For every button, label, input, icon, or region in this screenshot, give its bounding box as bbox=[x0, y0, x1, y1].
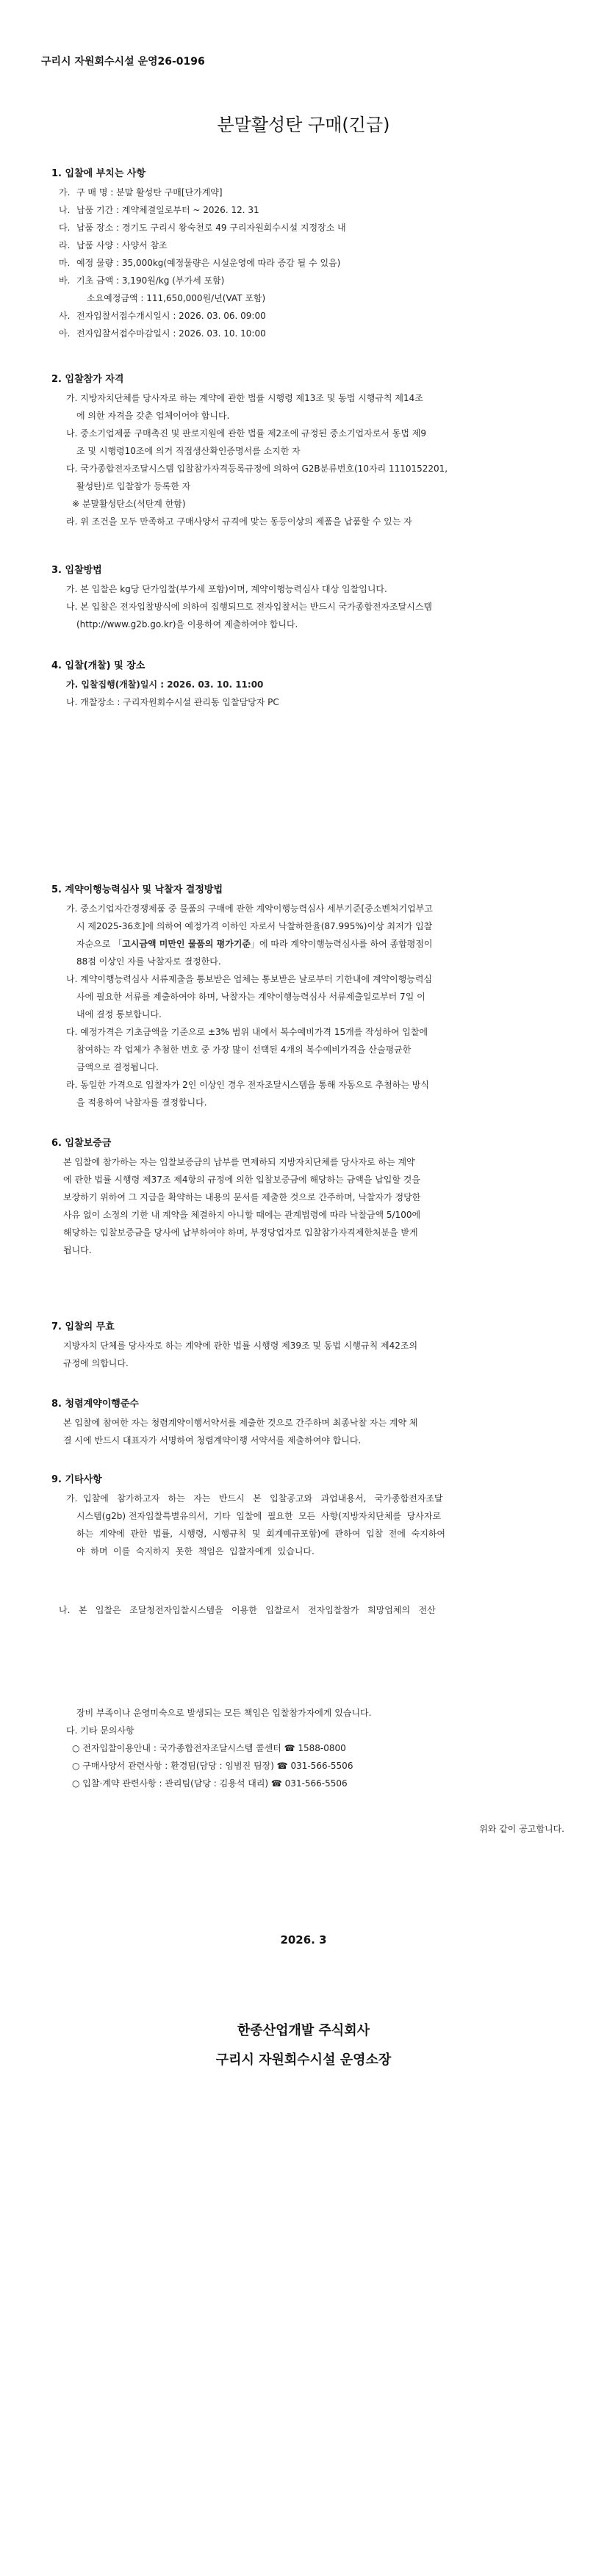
paragraph-line: 규정에 의합니다. bbox=[63, 1358, 129, 1368]
list-marker: 아. bbox=[59, 328, 71, 339]
list-item bbox=[51, 325, 558, 342]
paragraph-line: 사유 없이 소정의 기한 내 계약을 체결하지 아니할 때에는 관계법령에 따라 낙찰금액 5/100에 bbox=[63, 1210, 421, 1220]
list-item bbox=[51, 237, 558, 254]
section-heading: 1. 입찰에 부치는 사항 bbox=[51, 168, 146, 179]
list-marker: 가. bbox=[59, 187, 71, 198]
list-marker: 마. bbox=[59, 258, 71, 268]
list-text: 구 매 명 : 분말 활성탄 구매[단가계약] bbox=[76, 187, 223, 198]
section-8 bbox=[51, 1396, 558, 1449]
section-heading: 9. 기타사항 bbox=[51, 1474, 102, 1485]
text-span: 자순으로 「 bbox=[76, 939, 123, 949]
list-text: 납품 기간 : 계약체결일로부터 ~ 2026. 12. 31 bbox=[76, 205, 259, 215]
clause-na-cont: 장비 부족이나 운영미숙으로 발생되는 모든 책임은 입찰참가자에게 있습니다. bbox=[76, 1708, 372, 1718]
list-text: 납품 사양 : 사양서 참조 bbox=[76, 240, 168, 250]
list-item bbox=[51, 289, 558, 307]
section-1 bbox=[51, 165, 558, 342]
section-9 bbox=[51, 1471, 558, 1560]
text-span: 」에 따라 계약이행능력심사를 하여 종합평점이 bbox=[251, 939, 433, 949]
section-5 bbox=[51, 881, 558, 1111]
clause-da-cont: 참여하는 각 업체가 추첨한 번호 중 가장 많이 선택된 4개의 복수예비가격을 산술평균한 bbox=[76, 1045, 412, 1055]
paragraph-line: 보장하기 위하여 그 지급을 확약하는 내용의 문서를 제출한 것으로 간주하며, 낙찰자가 정당한 bbox=[63, 1192, 421, 1202]
clause-ga-cont: 시스템(g2b) 전자입찰특별유의서, 기타 입찰에 필요한 모든 사항(지방자치단체를 당사자로 bbox=[76, 1511, 442, 1521]
note-line: ※ 분말활성탄소(석탄계 한함) bbox=[72, 499, 186, 509]
notice-date: 2026. 3 bbox=[280, 1933, 327, 1947]
clause-ra-cont: 을 적용하여 낙찰자를 결정합니다. bbox=[76, 1097, 207, 1108]
clause-na-cont: 사에 필요한 서류를 제출하여야 하며, 낙찰자는 계약이행능력심사 서류제출일로부터 7일 이 bbox=[76, 992, 425, 1002]
section-heading: 2. 입찰참가 자격 bbox=[51, 374, 124, 385]
section-heading: 4. 입찰(개찰) 및 장소 bbox=[51, 660, 146, 671]
clause-ra: 라. 동일한 가격으로 입찰자가 2인 이상인 경우 전자조달시스템을 통해 자동으로 추첨하는 방식 bbox=[66, 1080, 429, 1090]
list-text: 기초 금액 : 3,190원/kg (부가세 포함) bbox=[76, 275, 225, 286]
section-2 bbox=[51, 371, 558, 530]
list-marker: 라. bbox=[59, 240, 71, 250]
paragraph-line: 해당하는 입찰보증금을 당사에 납부하여야 하며, 부정당업자로 입찰참가자격제한처분을 받게 bbox=[63, 1227, 418, 1238]
paragraph-line: 본 입찰에 참가하는 자는 입찰보증금의 납부를 면제하되 지방자치단체를 당사자로 하는 계약 bbox=[63, 1157, 415, 1167]
list-marker: 나. bbox=[59, 205, 71, 215]
list-text: 납품 장소 : 경기도 구리시 왕숙천로 49 구리자원회수시설 지정장소 내 bbox=[76, 223, 346, 233]
list-item bbox=[51, 184, 558, 201]
document-id: 구리시 자원회수시설 운영26-0196 bbox=[41, 56, 205, 68]
clause-ga: 가. 입찰에 참가하고자 하는 자는 반드시 본 입찰공고와 과업내용서, 국가종합전자조달 bbox=[66, 1493, 443, 1504]
clause-na-cont: (http://www.g2b.go.kr)을 이용하여 제출하여야 합니다. bbox=[76, 619, 298, 629]
clause-da-cont: 활성탄)로 입찰참가 등록한 자 bbox=[76, 481, 191, 491]
list-item bbox=[51, 254, 558, 272]
clause-na: 나. 계약이행능력심사 서류제출을 통보받은 업체는 통보받은 날로부터 기한내에 계약이행능력심 bbox=[66, 974, 433, 984]
list-item bbox=[51, 307, 558, 325]
paragraph-line: 본 입찰에 참여한 자는 청렴계약이행서약서를 제출한 것으로 간주하며 최종낙찰 자는 계약 체 bbox=[63, 1418, 418, 1428]
clause-ga: 가. 중소기업자간경쟁제품 중 물품의 구매에 관한 계약이행능력심사 세부기준[중소벤처기업부고 bbox=[66, 903, 433, 914]
evaluation-criteria-text: 고시금액 미만인 물품의 평가기준 bbox=[122, 939, 251, 949]
clause-na-cont: 조 및 시행령10조에 의거 직접생산확인증명서를 소지한 자 bbox=[76, 446, 301, 456]
list-marker: 다. bbox=[59, 223, 71, 233]
clause-na: 나. 본 입찰은 조달청전자입찰시스템을 이용한 입찰로서 전자입찰참가 희망업체의 전산 bbox=[59, 1605, 436, 1615]
list-text: 전자입찰서접수마감일시 : 2026. 03. 10. 10:00 bbox=[76, 328, 266, 339]
facility-manager: 구리시 자원회수시설 운영소장 bbox=[215, 2052, 392, 2068]
section-3 bbox=[51, 562, 558, 633]
clause-na: 나. 중소기업제품 구매촉진 및 판로지원에 관한 법률 제2조에 규정된 중소기업자로서 동법 제9 bbox=[66, 428, 426, 439]
section-6 bbox=[51, 1135, 558, 1259]
clause-ga-cont: 시 제2025-36호]에 의하여 예정가격 이하인 자로서 낙찰하한율(87.995%)이상 최저가 입찰 bbox=[76, 921, 433, 931]
list-item bbox=[51, 219, 558, 237]
clause-da: 다. 예정가격은 기초금액을 기준으로 ±3% 범위 내에서 복수예비가격 15개를 작성하여 입찰에 bbox=[66, 1027, 428, 1037]
clause-ga-cont: 에 의한 자격을 갖춘 업체이어야 합니다. bbox=[76, 411, 230, 421]
clause-da: 다. 국가종합전자조달시스템 입찰참가자격등록규정에 의하여 G2B분류번호(10자리 1110152201, bbox=[66, 463, 448, 474]
paragraph-line: 지방자치 단체를 당사자로 하는 계약에 관한 법률 시행령 제39조 및 동법 시행규칙 제42조의 bbox=[63, 1341, 418, 1351]
list-item bbox=[51, 272, 558, 289]
clause-ga-cont: 하는 계약에 관한 법률, 시행령, 시행규칙 및 회계예규포함)에 관하여 입찰 전에 숙지하여 bbox=[76, 1529, 445, 1539]
list-text: 예정 물량 : 35,000kg(예정물량은 시설운영에 따라 증감 될 수 있음) bbox=[76, 258, 341, 268]
contact-line: ○ 입찰·계약 관련사항 : 관리팀(담당 : 김용석 대리) ☎ 031-566-5506 bbox=[72, 1778, 348, 1789]
section-7 bbox=[51, 1318, 558, 1372]
paragraph-line: 결 시에 반드시 대표자가 서명하여 청렴계약이행 서약서를 제출하여야 합니다. bbox=[63, 1435, 362, 1446]
page-title: 분말활성탄 구매(긴급) bbox=[217, 115, 390, 135]
closing-text: 위와 같이 공고합니다. bbox=[479, 1824, 564, 1834]
list-text: 소요예정금액 : 111,650,000원/년(VAT 포함) bbox=[87, 293, 266, 303]
list-item bbox=[51, 201, 558, 219]
section-heading: 7. 입찰의 무효 bbox=[51, 1321, 115, 1332]
list-marker: 바. bbox=[59, 275, 71, 286]
section-heading: 6. 입찰보증금 bbox=[51, 1138, 112, 1149]
section-4 bbox=[51, 657, 558, 711]
clause-ga: 가. 본 입찰은 kg당 단가입찰(부가세 포함)이며, 계약이행능력심사 대상 입찰입니다. bbox=[66, 584, 387, 594]
section-1-list bbox=[51, 184, 558, 342]
clause-na: 나. 개찰장소 : 구리자원회수시설 관리동 입찰담당자 PC bbox=[66, 697, 279, 707]
paragraph-line: 에 관한 법률 시행령 제37조 제4항의 규정에 의한 입찰보증금에 해당하는 금액을 납입할 것을 bbox=[63, 1175, 420, 1185]
clause-ga-cont: 야 하며 이를 숙지하지 못한 책임은 입찰자에게 있습니다. bbox=[76, 1546, 315, 1556]
clause-ga-cont: 88점 이상인 자를 낙찰자로 결정한다. bbox=[76, 956, 221, 967]
list-marker: 사. bbox=[59, 311, 71, 321]
clause-ra: 라. 위 조건을 모두 만족하고 구매사양서 규격에 맞는 동등이상의 제품을 납품할 수 있는 자 bbox=[66, 516, 412, 527]
clause-na-cont: 내에 결정 통보합니다. bbox=[76, 1009, 162, 1020]
paragraph-line: 됩니다. bbox=[63, 1245, 92, 1255]
clause-da-cont: 금액으로 결정됩니다. bbox=[76, 1062, 159, 1072]
list-text: 전자입찰서접수개시일시 : 2026. 03. 06. 09:00 bbox=[76, 311, 266, 321]
section-heading: 8. 청렴계약이행준수 bbox=[51, 1399, 139, 1410]
contact-line: ○ 구매사양서 관련사항 : 환경팀(담당 : 임범진 팀장) ☎ 031-566-5506 bbox=[72, 1761, 353, 1771]
contact-line: ○ 전자입찰이용안내 : 국가종합전자조달시스템 콜센터 ☎ 1588-0800 bbox=[72, 1743, 346, 1753]
clause-na: 나. 본 입찰은 전자입찰방식에 의하여 집행되므로 전자입찰서는 반드시 국가종합전자조달시스템 bbox=[66, 602, 433, 612]
section-9-continued bbox=[51, 1704, 558, 1792]
clause-ga-cont bbox=[51, 935, 558, 953]
clause-ga: 가. 입찰집행(개찰)일시 : 2026. 03. 10. 11:00 bbox=[66, 679, 264, 690]
company-name: 한종산업개발 주식회사 bbox=[237, 2023, 370, 2038]
clause-da: 다. 기타 문의사항 bbox=[66, 1725, 134, 1736]
clause-ga: 가. 지방자치단체를 당사자로 하는 계약에 관한 법률 시행령 제13조 및 동법 시행규칙 제14조 bbox=[66, 393, 423, 403]
list-marker bbox=[51, 289, 76, 307]
section-heading: 3. 입찰방법 bbox=[51, 565, 102, 576]
section-heading: 5. 계약이행능력심사 및 낙찰자 결정방법 bbox=[51, 884, 223, 895]
